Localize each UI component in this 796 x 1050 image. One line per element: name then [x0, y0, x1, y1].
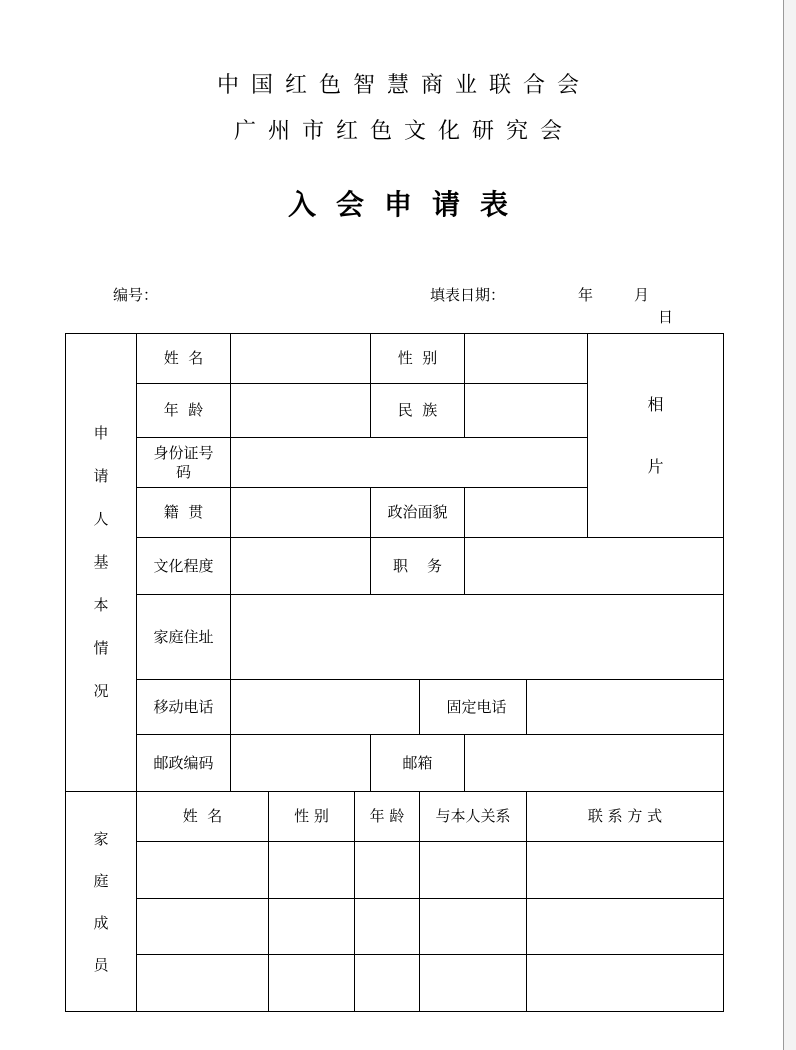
- ethnicity-field[interactable]: [465, 384, 588, 438]
- family-gender-cell[interactable]: [269, 955, 355, 1012]
- family-name-cell[interactable]: [137, 899, 269, 955]
- family-contact-cell[interactable]: [527, 842, 724, 899]
- address-label: 家庭住址: [137, 595, 231, 680]
- photo-box[interactable]: [588, 334, 724, 538]
- email-field[interactable]: [465, 735, 724, 792]
- form-title: 入会申请表: [287, 188, 528, 221]
- name-label: 姓 名: [137, 334, 231, 384]
- photo-label-2: 片: [647, 456, 664, 476]
- photo-label-1: 相: [647, 394, 664, 414]
- family-relation-cell[interactable]: [420, 955, 527, 1012]
- family-age-cell[interactable]: [355, 899, 420, 955]
- family-header-name: 姓 名: [137, 792, 269, 842]
- family-contact-cell[interactable]: [527, 899, 724, 955]
- postcode-label: 邮政编码: [137, 735, 231, 792]
- date-label: 填表日期：: [430, 286, 506, 304]
- family-header-contact: 联 系 方 式: [527, 792, 724, 842]
- address-field[interactable]: [231, 595, 724, 680]
- family-header-gender: 性 别: [269, 792, 355, 842]
- name-field[interactable]: [231, 334, 371, 384]
- family-gender-cell[interactable]: [269, 899, 355, 955]
- age-label: 年 龄: [137, 384, 231, 438]
- gender-field[interactable]: [465, 334, 588, 384]
- family-gender-cell[interactable]: [269, 842, 355, 899]
- native-place-field[interactable]: [231, 488, 371, 538]
- position-field[interactable]: [465, 538, 724, 595]
- date-year: 年: [578, 286, 594, 304]
- id-number-field[interactable]: [231, 438, 588, 488]
- org-name-1: 中国红色智慧商业联合会: [216, 73, 591, 98]
- political-status-field[interactable]: [465, 488, 588, 538]
- landline-label: 固定电话: [420, 680, 527, 735]
- applicant-section-label: 申 请 人 基 本 情 况: [66, 334, 137, 792]
- postcode-field[interactable]: [231, 735, 371, 792]
- family-age-cell[interactable]: [355, 955, 420, 1012]
- family-row: [66, 899, 724, 955]
- family-row: [66, 842, 724, 899]
- page-edge: [783, 0, 796, 1050]
- ethnicity-label: 民 族: [371, 384, 465, 438]
- native-place-label: 籍 贯: [137, 488, 231, 538]
- date-month: 月: [634, 286, 650, 304]
- family-contact-cell[interactable]: [527, 955, 724, 1012]
- education-label: 文化程度: [137, 538, 231, 595]
- landline-field[interactable]: [527, 680, 724, 735]
- family-relation-cell[interactable]: [420, 899, 527, 955]
- family-relation-cell[interactable]: [420, 842, 527, 899]
- email-label: 邮箱: [371, 735, 465, 792]
- mobile-label: 移动电话: [137, 680, 231, 735]
- family-name-cell[interactable]: [137, 842, 269, 899]
- position-label: 职 务: [371, 538, 465, 595]
- age-field[interactable]: [231, 384, 371, 438]
- family-age-cell[interactable]: [355, 842, 420, 899]
- date-day: 日: [658, 308, 674, 326]
- family-section-label: 家 庭 成 员: [66, 792, 137, 1012]
- political-status-label: 政治面貌: [371, 488, 465, 538]
- family-header-age: 年 龄: [355, 792, 420, 842]
- education-field[interactable]: [231, 538, 371, 595]
- gender-label: 性 别: [371, 334, 465, 384]
- family-row: [66, 955, 724, 1012]
- serial-label: 编号：: [113, 286, 159, 304]
- family-header-relation: 与本人关系: [420, 792, 527, 842]
- application-form: [65, 333, 724, 1012]
- mobile-field[interactable]: [231, 680, 420, 735]
- id-number-label: 身份证号码: [137, 438, 231, 488]
- family-name-cell[interactable]: [137, 955, 269, 1012]
- org-name-2: 广州市红色文化研究会: [233, 119, 574, 144]
